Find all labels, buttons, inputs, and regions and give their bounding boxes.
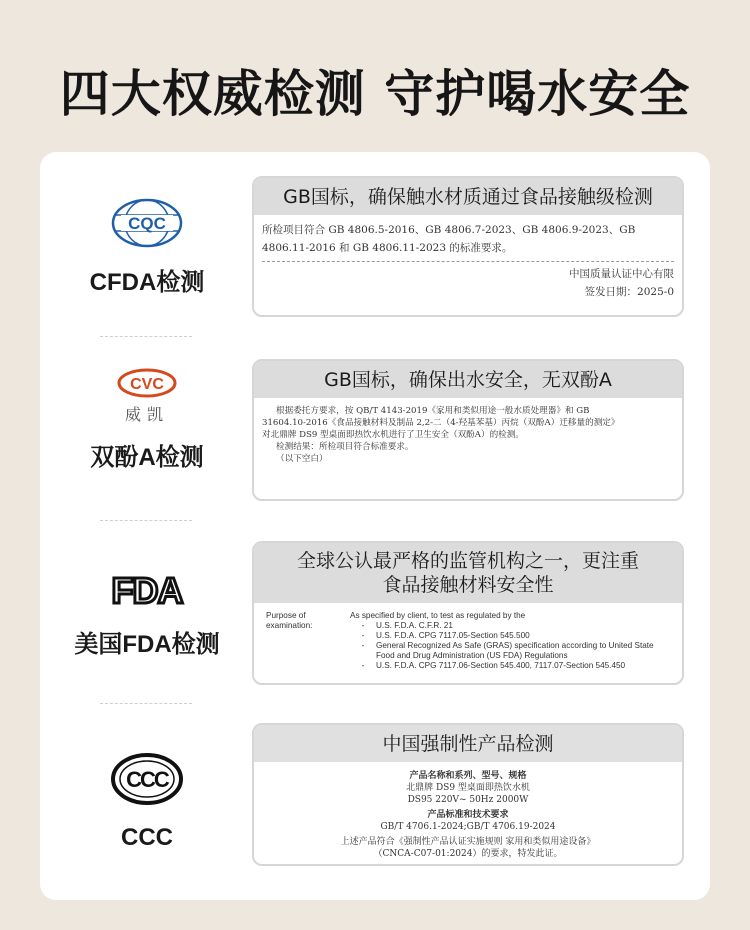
svg-text:CVC: CVC [130,376,164,393]
cfda-card-issuer: 中国质量认证中心有限 [569,268,674,280]
fda-item: U.S. F.D.A. CPG 7117.05-Section 545.500 [376,631,530,640]
cvc-section-label [40,368,254,472]
ccc-line: 产品名称和系列、型号、规格 [409,771,527,781]
fda-item: U.S. F.D.A. CPG 7117.06-Section 545.400, 7117.07-Section 545.450 [376,661,626,670]
fda-label: 美国FDA检测 [74,631,220,658]
bpa-line: 根据委托方要求，按 QB/T 4143-2019《家用和类似用途一般水质处理器》和 GB [276,406,590,416]
ccc-card [252,723,684,866]
cfda-card-date: 签发日期：2025-0 [584,286,674,298]
cfda-label: CFDA检测 [89,269,205,296]
bpa-card [252,359,684,501]
page-title: 四大权威检测 守护喝水安全 [59,65,691,123]
bpa-label: 双酚A检测 [90,444,204,471]
cfda-card-body: 所检项目符合 GB 4806.5-2016、GB 4806.7-2023、GB 4806.9-2023、GB 4806.11-2016 和 GB 4806.11-2023 的标准要求。 [262,224,636,254]
bpa-line: 检测结果：所检项目符合标准要求。 [276,442,414,452]
svg-text:CCC: CCC [126,767,168,792]
ccc-card-header: 中国强制性产品检测 [254,725,682,762]
divider [100,703,192,704]
divider [100,336,192,337]
content-panel [40,152,710,900]
cqc-logo-icon [111,198,183,248]
ccc-label: CCC [121,824,173,851]
cfda-card [252,176,684,317]
ccc-line: 北鼎牌 DS9 型桌面即热饮水机 [406,783,530,793]
svg-text:FDA: FDA [111,572,183,608]
dashed-divider [262,261,674,262]
fda-intro: As specified by client, to test as regulated by the [350,611,526,620]
fda-item: General Recognized As Safe (GRAS) specification according to United State Food and Drug Administration (US FDA) Regulations [376,641,654,660]
fda-item: U.S. F.D.A. C.F.R. 21 [376,621,453,630]
cvc-logo-icon [117,368,177,398]
bpa-line: （以下空白） [276,454,328,464]
fda-card-body: Purpose of examination: As specified by client, to test as regulated by the - U.S. F.D.A. C.F.R. 21 - U.S. F.D.A. CPG 7117.05-Section 545.500 - General Recognized As Safe (GRAS) specification according to United State Food and Drug Administration (US FDA) Regulations - U.S. F.D.A. CPG 7117.06-Section 545.400, 7117.07-Section 545.450 [254,603,682,671]
fda-card-header: 全球公认最严格的监管机构之一，更注重食品接触材料安全性 [254,543,682,603]
fda-logo-icon [107,572,187,608]
fda-purpose-label: Purpose of examination: [266,611,313,630]
bpa-card-body [254,398,682,465]
ccc-line: DS95 220V~ 50Hz 2000W [407,795,529,805]
bpa-line: 31604.10-2016《食品接触材料及制品 2,2-二（4-羟基苯基）丙烷（双酚A）迁移量的测定》 [262,418,620,428]
ccc-line: 上述产品符合《强制性产品认证实施规则 家用和类似用途设备》 [340,837,596,847]
fda-card [252,541,684,685]
bpa-line: 对北鼎牌 DS9 型桌面即热饮水机进行了卫生安全（双酚A）的检测。 [262,430,524,440]
ccc-line: GB/T 4706.1-2024;GB/T 4706.19-2024 [380,822,556,832]
bpa-card-header: GB国标，确保出水安全，无双酚A [254,361,682,398]
cfda-card-header: GB国标，确保触水材质通过食品接触级检测 [254,178,682,215]
ccc-line: 产品标准和技术要求 [427,810,509,820]
cvc-logo-text: 威凯 [124,405,169,424]
cfda-section-label [40,198,254,297]
ccc-line: （CNCA-C07-01:2024）的要求，特发此证。 [373,849,563,859]
ccc-logo-icon [110,752,184,806]
divider [100,520,192,521]
ccc-section-label [40,752,254,852]
ccc-card-body [254,762,682,860]
svg-text:CQC: CQC [128,214,166,233]
fda-section-label [40,572,254,659]
